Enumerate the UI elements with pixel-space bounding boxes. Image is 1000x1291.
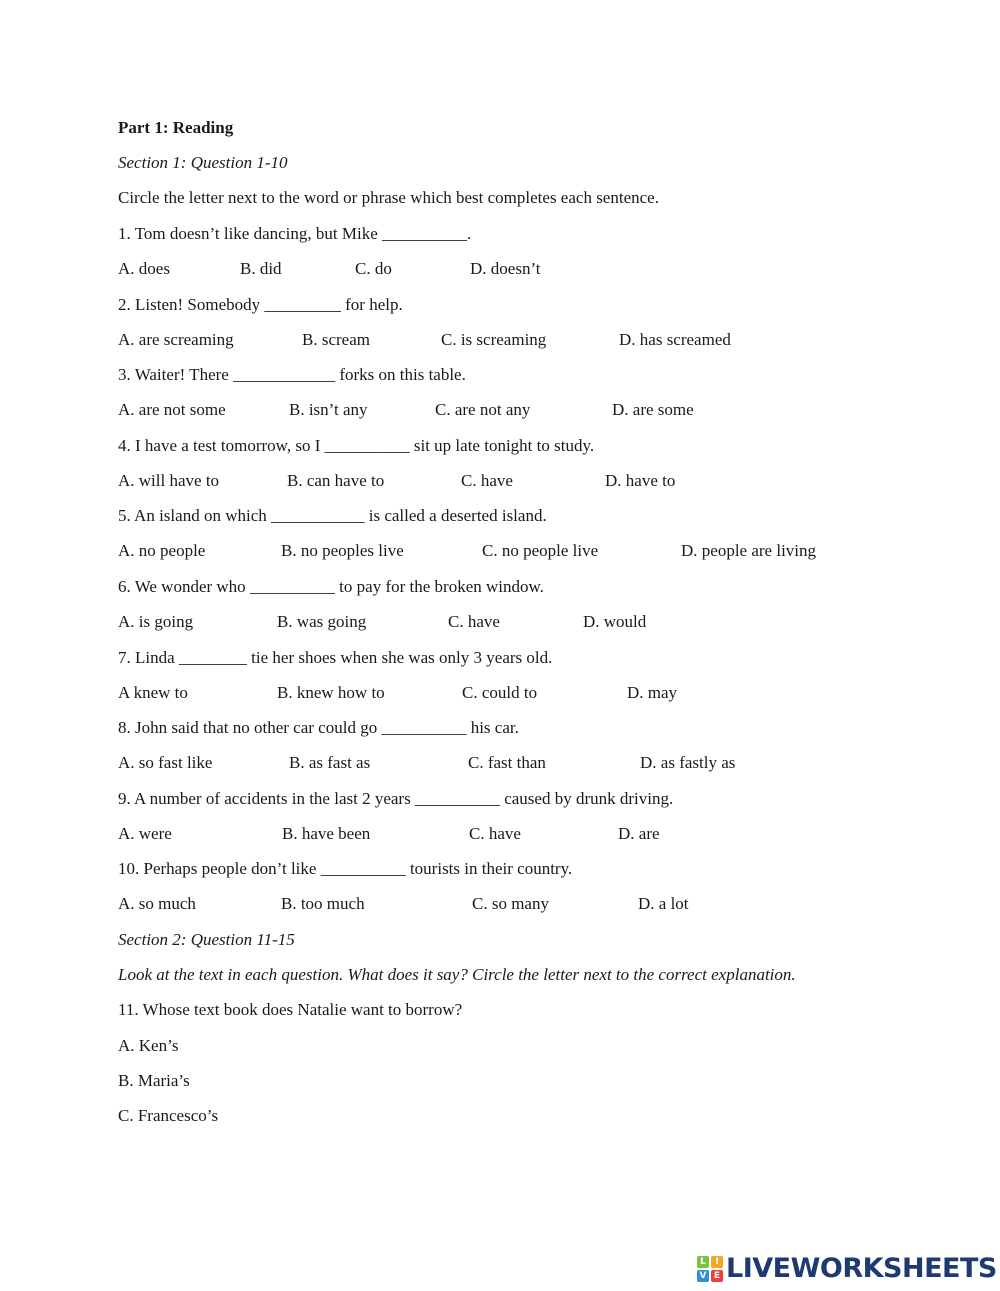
q8-option-d[interactable]: D. as fastly as <box>640 753 736 772</box>
q9-option-a[interactable]: A. were <box>118 824 172 843</box>
live-icon <box>697 1256 723 1282</box>
question-4: 4. I have a test tomorrow, so I __________ sit up late tonight to study. <box>118 436 595 455</box>
q7-option-d[interactable]: D. may <box>627 683 678 702</box>
question-10: 10. Perhaps people don’t like __________ tourists in their country. <box>118 859 573 878</box>
q3-option-b[interactable]: B. isn’t any <box>289 400 368 419</box>
q1-option-b[interactable]: B. did <box>240 259 282 278</box>
question-1: 1. Tom doesn’t like dancing, but Mike __________. <box>118 224 472 243</box>
q8-option-c[interactable]: C. fast than <box>468 753 546 772</box>
q6-option-d[interactable]: D. would <box>583 612 647 631</box>
question-5: 5. An island on which ___________ is called a deserted island. <box>118 506 547 525</box>
q9-option-b[interactable]: B. have been <box>282 824 371 843</box>
q10-option-c[interactable]: C. so many <box>472 894 549 913</box>
q5-option-d[interactable]: D. people are living <box>681 541 817 560</box>
q2-option-c[interactable]: C. is screaming <box>441 330 547 349</box>
section-1-title: Section 1: Question 1-10 <box>118 153 288 172</box>
question-8: 8. John said that no other car could go __________ his car. <box>118 718 519 737</box>
q11-option-c[interactable]: C. Francesco’s <box>118 1106 219 1125</box>
q2-option-d[interactable]: D. has screamed <box>619 330 731 349</box>
q2-option-b[interactable]: B. scream <box>302 330 370 349</box>
q8-option-b[interactable]: B. as fast as <box>289 753 371 772</box>
logo-cell-i: I <box>711 1256 723 1268</box>
q3-option-c[interactable]: C. are not any <box>435 400 531 419</box>
q10-option-a[interactable]: A. so much <box>118 894 196 913</box>
q3-option-d[interactable]: D. are some <box>612 400 694 419</box>
logo-cell-v: V <box>697 1270 709 1282</box>
section-2-title: Section 2: Question 11-15 <box>118 930 295 949</box>
q9-option-d[interactable]: D. are <box>618 824 660 843</box>
question-6: 6. We wonder who __________ to pay for the broken window. <box>118 577 544 596</box>
question-7: 7. Linda ________ tie her shoes when she was only 3 years old. <box>118 648 553 667</box>
question-2: 2. Listen! Somebody _________ for help. <box>118 295 403 314</box>
q5-option-c[interactable]: C. no people live <box>482 541 599 560</box>
q1-option-a[interactable]: A. does <box>118 259 170 278</box>
question-3: 3. Waiter! There ____________ forks on this table. <box>118 365 466 384</box>
question-11: 11. Whose text book does Natalie want to borrow? <box>118 1000 463 1019</box>
logo-cell-l: L <box>697 1256 709 1268</box>
q5-option-b[interactable]: B. no peoples live <box>281 541 404 560</box>
q8-option-a[interactable]: A. so fast like <box>118 753 213 772</box>
q6-option-b[interactable]: B. was going <box>277 612 367 631</box>
q11-option-b[interactable]: B. Maria’s <box>118 1071 190 1090</box>
q3-option-a[interactable]: A. are not some <box>118 400 226 419</box>
q7-option-a[interactable]: A knew to <box>118 683 188 702</box>
q4-option-b[interactable]: B. can have to <box>287 471 385 490</box>
part-title: Part 1: Reading <box>118 118 234 137</box>
logo-text: LIVEWORKSHEETS <box>726 1253 997 1284</box>
q11-option-a[interactable]: A. Ken’s <box>118 1036 179 1055</box>
q1-option-c[interactable]: C. do <box>355 259 392 278</box>
question-9: 9. A number of accidents in the last 2 years __________ caused by drunk driving. <box>118 789 674 808</box>
q1-option-d[interactable]: D. doesn’t <box>470 259 541 278</box>
section-1-instruction: Circle the letter next to the word or phrase which best completes each sentence. <box>118 188 659 207</box>
q5-option-a[interactable]: A. no people <box>118 541 206 560</box>
q10-option-d[interactable]: D. a lot <box>638 894 689 913</box>
section-2-instruction: Look at the text in each question. What does it say? Circle the letter next to the correct explanation. <box>118 965 796 984</box>
logo-cell-e: E <box>711 1270 723 1282</box>
q7-option-c[interactable]: C. could to <box>462 683 538 702</box>
q7-option-b[interactable]: B. knew how to <box>277 683 385 702</box>
liveworksheets-logo <box>697 1254 997 1284</box>
q4-option-a[interactable]: A. will have to <box>118 471 220 490</box>
q4-option-c[interactable]: C. have <box>461 471 513 490</box>
q6-option-a[interactable]: A. is going <box>118 612 194 631</box>
q6-option-c[interactable]: C. have <box>448 612 500 631</box>
q10-option-b[interactable]: B. too much <box>281 894 365 913</box>
q2-option-a[interactable]: A. are screaming <box>118 330 234 349</box>
q9-option-c[interactable]: C. have <box>469 824 521 843</box>
q4-option-d[interactable]: D. have to <box>605 471 676 490</box>
